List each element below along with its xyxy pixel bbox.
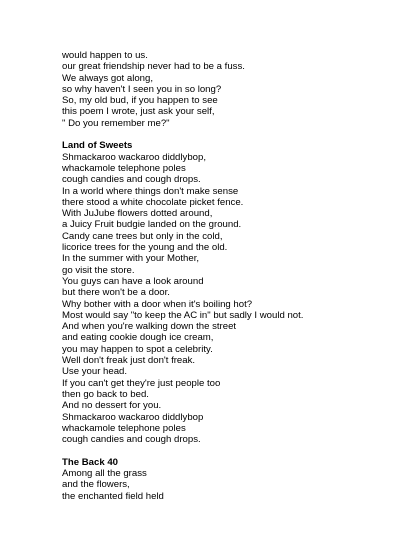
poem-line: you may happen to spot a celebrity. (62, 343, 213, 355)
poem-line: a Juicy Fruit budgie landed on the ground. (62, 219, 242, 231)
poem-section (62, 50, 402, 129)
poem-line: And no dessert for you. (62, 400, 162, 412)
poem-line: cough candies and cough drops. (62, 174, 201, 186)
poem-line: and the flowers, (62, 479, 130, 491)
poem-line: cough candies and cough drops. (62, 434, 201, 446)
poem-line: " Do you remember me?" (62, 117, 170, 129)
section-spacer (62, 445, 402, 456)
poem-line: Shmackaroo wackaroo diddlybop (62, 411, 204, 423)
poem-line: If you can't get they're just people too (62, 377, 221, 389)
poem-line: So, my old bud, if you happen to see (62, 95, 218, 107)
poem-title: Land of Sweets (62, 140, 133, 152)
poem-line: You guys can have a look around (62, 275, 204, 287)
poem-line: and eating cookie dough ice cream, (62, 332, 214, 344)
poem-section (62, 457, 402, 502)
poem-section (62, 140, 402, 445)
poem-line: this poem I wrote, just ask your self, (62, 106, 215, 118)
poem-line: Use your head. (62, 366, 128, 378)
poem-line: And when you're walking down the street (62, 321, 237, 333)
poem-line: whackamole telephone poles (62, 162, 186, 174)
poem-line: go visit the store. (62, 264, 135, 276)
document-page (62, 50, 402, 502)
poem-line: but there won't be a door. (62, 287, 170, 299)
poem-line: would happen to us. (62, 50, 148, 61)
poem-line: whackamole telephone poles (62, 422, 186, 434)
poem-line: In the summer with your Mother, (62, 253, 200, 265)
poem-line: licorice trees for the young and the old. (62, 242, 228, 254)
poem-line: Why bother with a door when it's boiling hot? (62, 298, 253, 310)
poem-line: Most would say "to keep the AC in" but sadly I would not. (62, 309, 304, 321)
poem-line: Shmackaroo wackaroo diddlybop, (62, 151, 206, 163)
poem-line: so why haven't I seen you in so long? (62, 83, 222, 95)
poem-line: there stood a white chocolate picket fence. (62, 196, 244, 208)
poem-line: In a world where things don't make sense (62, 185, 239, 197)
poem-line: the enchanted field held (62, 490, 164, 502)
poem-line: our great friendship never had to be a fuss. (62, 61, 245, 73)
poem-title: The Back 40 (62, 456, 118, 468)
poem-line: then go back to bed. (62, 388, 149, 400)
poem-line: With JuJube flowers dotted around, (62, 208, 213, 220)
section-spacer (62, 129, 402, 140)
poem-line: Among all the grass (62, 467, 147, 479)
poem-line: We always got along, (62, 72, 154, 84)
poem-line: Well don't freak just don't freak. (62, 355, 196, 367)
poem-line: Candy cane trees but only in the cold, (62, 230, 223, 242)
